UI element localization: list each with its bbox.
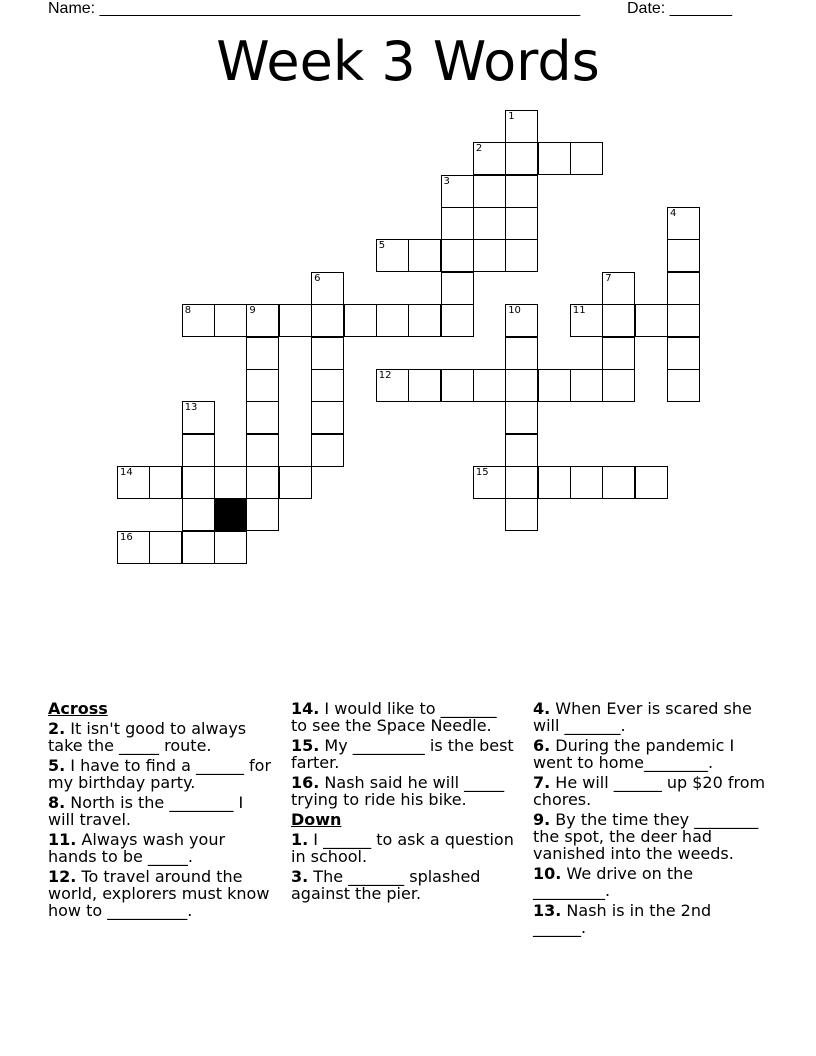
clue-item: 2. It isn't good to always take the _____ route.	[48, 719, 247, 755]
clue-number-label: 8.	[48, 793, 66, 812]
grid-cell[interactable]	[635, 466, 668, 499]
clue-number: 9	[249, 305, 256, 317]
grid-cell[interactable]	[505, 142, 538, 175]
clue-number-label: 12.	[48, 867, 77, 886]
clue-number-label: 14.	[291, 699, 320, 718]
grid-cell[interactable]	[538, 142, 571, 175]
grid-cell[interactable]	[602, 466, 635, 499]
clue-number-label: 15.	[291, 736, 320, 755]
clue-item: 7. He will ______ up $20 from chores.	[533, 773, 766, 809]
clue-item: 10. We drive on the _________.	[533, 864, 694, 900]
grid-cell[interactable]	[246, 498, 279, 531]
clues-column-1	[48, 700, 273, 922]
grid-cell[interactable]	[182, 466, 215, 499]
clues-column-3	[533, 700, 768, 939]
grid-cell[interactable]	[667, 369, 700, 402]
clue-number-label: 4.	[533, 699, 551, 718]
grid-cell[interactable]	[505, 239, 538, 272]
grid-cell[interactable]	[667, 304, 700, 337]
grid-cell[interactable]	[182, 401, 215, 434]
clue-number-label: 5.	[48, 756, 66, 775]
clue-number-label: 9.	[533, 810, 551, 829]
grid-cell[interactable]	[246, 401, 279, 434]
clue-item: 14. I would like to _______ to see the Space Needle.	[291, 699, 497, 735]
grid-cell[interactable]	[441, 272, 474, 305]
grid-cell[interactable]	[667, 272, 700, 305]
grid-cell[interactable]	[602, 304, 635, 337]
grid-cell[interactable]	[246, 304, 279, 337]
grid-cell[interactable]	[505, 337, 538, 370]
grid-cell[interactable]	[570, 466, 603, 499]
grid-cell[interactable]	[505, 466, 538, 499]
grid-cell[interactable]	[473, 239, 506, 272]
clue-number: 11	[572, 305, 586, 317]
clue-item: 5. I have to find a ______ for my birthday party.	[48, 756, 272, 792]
grid-cell[interactable]	[602, 272, 635, 305]
grid-cell[interactable]	[473, 142, 506, 175]
clue-number-label: 2.	[48, 719, 66, 738]
grid-cell[interactable]	[473, 466, 506, 499]
grid-cell[interactable]	[279, 304, 312, 337]
grid-cell[interactable]	[408, 239, 441, 272]
grid-cell[interactable]	[505, 110, 538, 143]
grid-cell[interactable]	[214, 466, 247, 499]
clue-item: 3. The _______ splashed against the pier.	[291, 867, 481, 903]
grid-cell[interactable]	[246, 466, 279, 499]
grid-cell[interactable]	[117, 466, 150, 499]
clue-number-label: 16.	[291, 773, 320, 792]
page-title: Week 3 Words	[216, 30, 600, 93]
grid-cell[interactable]	[376, 239, 409, 272]
clue-number: 15	[475, 466, 489, 478]
clue-number: 6	[314, 272, 321, 284]
clue-number: 16	[120, 531, 133, 543]
grid-cell[interactable]	[311, 272, 344, 305]
grid-cell[interactable]	[667, 207, 700, 240]
grid-cell[interactable]	[149, 466, 182, 499]
clue-item: 6. During the pandemic I went to home________.	[533, 736, 735, 772]
clue-number-label: 11.	[48, 830, 77, 849]
grid-cell[interactable]	[505, 401, 538, 434]
grid-cell[interactable]	[538, 466, 571, 499]
grid-cell[interactable]	[473, 175, 506, 208]
clue-number-label: 7.	[533, 773, 551, 792]
grid-cell[interactable]	[182, 531, 215, 564]
across-heading: Across	[48, 699, 108, 718]
clue-item: 12. To travel around the world, explorers must know how to __________.	[48, 867, 270, 920]
grid-cell[interactable]	[602, 337, 635, 370]
clue-item: 8. North is the ________ I will travel.	[48, 793, 244, 829]
grid-cell[interactable]	[408, 369, 441, 402]
clue-number-label: 10.	[533, 864, 562, 883]
grid-cell[interactable]	[311, 304, 344, 337]
grid-cell[interactable]	[149, 531, 182, 564]
grid-cell[interactable]	[376, 369, 409, 402]
clue-item: 15. My _________ is the best farter.	[291, 736, 514, 772]
grid-cell[interactable]	[311, 401, 344, 434]
grid-cell[interactable]	[570, 142, 603, 175]
clue-number: 4	[670, 208, 677, 220]
clue-number: 5	[378, 240, 386, 252]
clue-item: 4. When Ever is scared she will _______.	[533, 699, 752, 735]
grid-cell[interactable]	[279, 466, 312, 499]
clue-number: 12	[378, 369, 392, 381]
clue-number-label: 6.	[533, 736, 551, 755]
grid-cell[interactable]	[441, 304, 474, 337]
grid-cell[interactable]	[602, 369, 635, 402]
grid-cell[interactable]	[214, 304, 247, 337]
clue-item: 13. Nash is in the 2nd ______.	[533, 901, 712, 937]
date-field[interactable]: Date: _______	[627, 0, 732, 17]
clue-item: 1. I ______ to ask a question in school.	[291, 830, 514, 866]
grid-cell[interactable]	[505, 304, 538, 337]
clue-item: 11. Always wash your hands to be _____.	[48, 830, 226, 866]
grid-cell[interactable]	[246, 337, 279, 370]
clue-number: 7	[605, 272, 612, 284]
grid-cell[interactable]	[246, 369, 279, 402]
grid-cell[interactable]	[667, 337, 700, 370]
grid-cell[interactable]	[182, 498, 215, 531]
clue-number-label: 13.	[533, 901, 562, 920]
grid-cell[interactable]	[505, 498, 538, 531]
clue-number: 1	[508, 111, 515, 122]
grid-cell[interactable]	[117, 531, 150, 564]
clue-number: 8	[184, 305, 192, 317]
grid-cell[interactable]	[311, 434, 344, 467]
grid-cell[interactable]	[570, 369, 603, 402]
clue-item: 9. By the time they ________ the spot, the deer had vanished into the weeds.	[533, 810, 759, 863]
clue-number-label: 1.	[291, 830, 309, 849]
grid-cell[interactable]	[246, 434, 279, 467]
grid-cell[interactable]	[505, 175, 538, 208]
clue-number: 2	[475, 143, 483, 155]
clue-number: 3	[443, 175, 450, 187]
grid-cell[interactable]	[441, 369, 474, 402]
grid-cell[interactable]	[667, 239, 700, 272]
grid-cell[interactable]	[441, 175, 474, 208]
grid-cell[interactable]	[570, 304, 603, 337]
grid-cell[interactable]	[505, 434, 538, 467]
clue-number: 14	[120, 466, 133, 478]
clue-number: 10	[508, 305, 521, 317]
name-field[interactable]: Name: ______________________________________________________	[48, 0, 581, 17]
grid-cell[interactable]	[441, 207, 474, 240]
grid-cell[interactable]	[505, 369, 538, 402]
grid-cell[interactable]	[311, 337, 344, 370]
down-heading: Down	[291, 810, 342, 829]
grid-cell[interactable]	[635, 304, 668, 337]
grid-cell[interactable]	[311, 369, 344, 402]
grid-cell[interactable]	[408, 304, 441, 337]
clue-number-label: 3.	[291, 867, 309, 886]
grid-cell[interactable]	[538, 369, 571, 402]
grid-cell[interactable]	[376, 304, 409, 337]
grid-cell[interactable]	[182, 434, 215, 467]
grid-cell[interactable]	[473, 369, 506, 402]
black-square	[214, 498, 247, 531]
grid-cell[interactable]	[182, 304, 215, 337]
grid-cell[interactable]	[344, 304, 377, 337]
clue-number: 13	[184, 402, 198, 414]
grid-cell[interactable]	[505, 207, 538, 240]
clue-item: 16. Nash said he will _____ trying to ride his bike.	[291, 773, 505, 809]
grid-cell[interactable]	[441, 239, 474, 272]
clues-column-2	[291, 700, 516, 905]
grid-cell[interactable]	[214, 531, 247, 564]
